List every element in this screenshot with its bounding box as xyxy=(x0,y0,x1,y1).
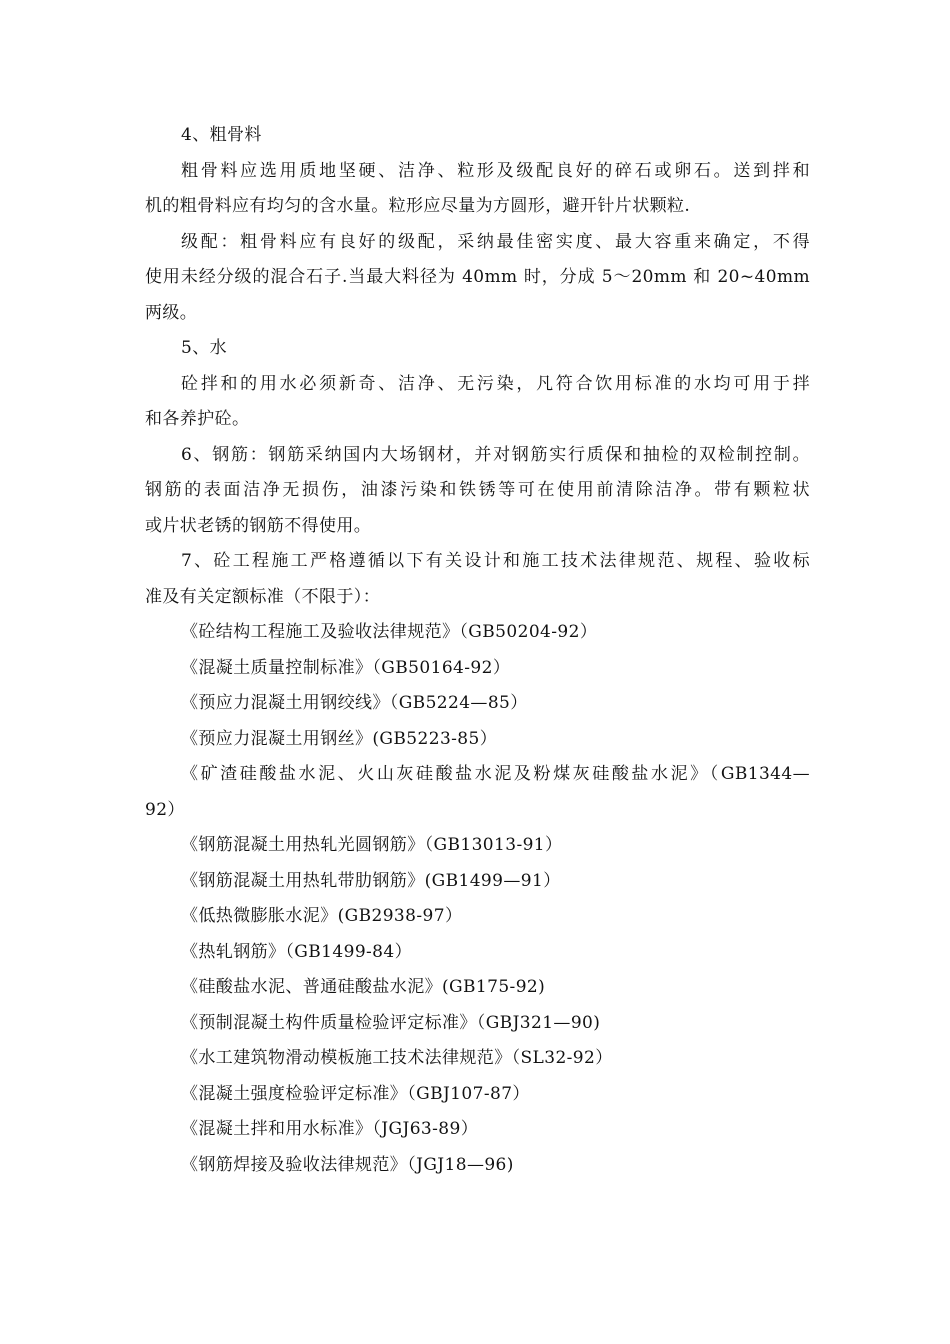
standard-item: 《低热微膨胀水泥》(GB2938-97） xyxy=(181,906,463,926)
section-heading: 5、水 xyxy=(181,338,228,358)
paragraph xyxy=(145,367,810,438)
paragraph-line: 6、钢筋：钢筋采纳国内大场钢材，并对钢筋实行质保和抽检的双检制控制。 xyxy=(181,444,810,465)
standard-item: 《预应力混凝土用钢丝》(GB5223-85） xyxy=(181,728,498,749)
standard-item: 《硅酸盐水泥、普通硅酸盐水泥》(GB175-92) xyxy=(181,977,546,997)
paragraph-line: 级配：粗骨料应有良好的级配，采纳最佳密实度、最大容重来确定，不得 xyxy=(181,231,810,252)
standard-item: 《预制混凝土构件质量检验评定标准》（GBJ321—90) xyxy=(181,1012,601,1033)
paragraph-line: 粗骨料应选用质地坚硬、洁净、粒形及级配良好的碎石或卵石。送到拌和 xyxy=(181,160,810,181)
section-heading: 4、粗骨料 xyxy=(181,125,262,145)
standard-item: 《钢筋混凝土用热轧带肋钢筋》(GB1499—91） xyxy=(181,870,561,891)
standard-item: 《混凝土强度检验评定标准》（GBJ107-87） xyxy=(181,1083,530,1104)
paragraph-line: 钢筋的表面洁净无损伤，油漆污染和铁锈等可在使用前清除洁净。带有颗粒状 xyxy=(145,480,810,500)
standard-item: 《混凝土拌和用水标准》（JGJ63-89） xyxy=(181,1119,479,1139)
paragraph-line: 7、砼工程施工严格遵循以下有关设计和施工技术法律规范、规程、验收标 xyxy=(181,551,810,571)
paragraph-line: 准及有关定额标准（不限于）： xyxy=(145,586,381,607)
paragraph xyxy=(145,154,810,225)
paragraph xyxy=(145,225,810,332)
standard-item: 《钢筋混凝土用热轧光圆钢筋》（GB13013-91） xyxy=(181,835,563,855)
standard-item: 《热轧钢筋》（GB1499-84） xyxy=(181,941,413,962)
paragraph xyxy=(145,544,810,615)
standard-item-continuation: 92） xyxy=(145,799,185,820)
standard-item: 《预应力混凝土用钢绞线》（GB5224—85） xyxy=(181,693,528,713)
paragraph xyxy=(145,438,810,545)
paragraph-line: 使用未经分级的混合石子.当最大料径为 40mm 时，分成 5～20mm 和 20~40mm xyxy=(145,267,810,287)
standard-item: 《混凝土质量控制标准》（GB50164-92） xyxy=(181,657,511,678)
document-body xyxy=(145,118,810,1183)
standard-item: 《砼结构工程施工及验收法律规范》（GB50204-92） xyxy=(181,622,598,642)
standard-item: 《钢筋焊接及验收法律规范》（JGJ18—96) xyxy=(181,1154,514,1175)
standard-item: 《水工建筑物滑动模板施工技术法律规范》（SL32-92） xyxy=(181,1048,613,1068)
standard-item: 《矿渣硅酸盐水泥、火山灰硅酸盐水泥及粉煤灰硅酸盐水泥》（GB1344— xyxy=(181,764,810,784)
paragraph-line: 或片状老锈的钢筋不得使用。 xyxy=(145,515,372,536)
standards-list xyxy=(145,615,810,1183)
paragraph-line: 机的粗骨料应有均匀的含水量。粒形应尽量为方圆形，避开针片状颗粒. xyxy=(145,196,691,216)
paragraph-line: 两级。 xyxy=(145,302,198,323)
paragraph-line: 和各养护砼。 xyxy=(145,409,250,429)
paragraph-line: 砼拌和的用水必须新奇、洁净、无污染，凡符合饮用标准的水均可用于拌 xyxy=(181,373,810,394)
